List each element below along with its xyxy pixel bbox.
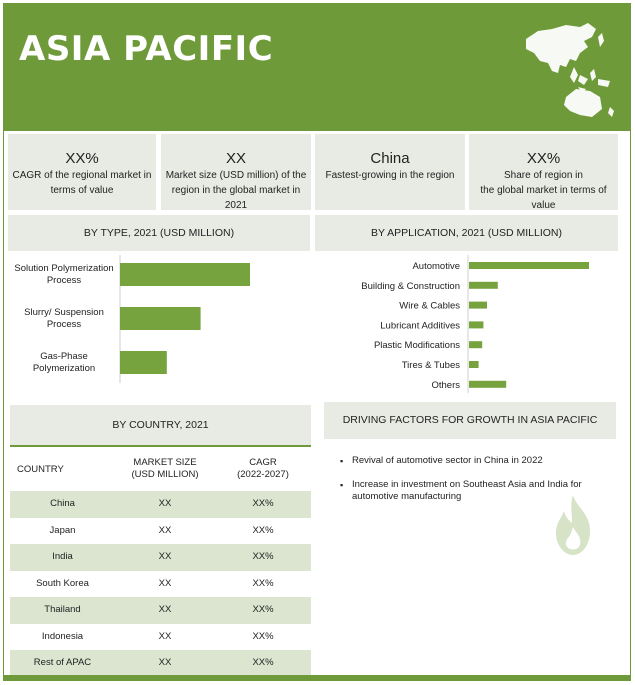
cell-market-size: XX	[158, 577, 172, 589]
cell-cagr: XX%	[252, 657, 274, 668]
bar-0	[120, 263, 250, 286]
metrics-row	[8, 134, 618, 210]
bar-0	[469, 262, 589, 269]
flame-icon	[546, 493, 600, 557]
table-row	[10, 571, 311, 598]
driving-factors-heading: DRIVING FACTORS FOR GROWTH IN ASIA PACIFIC	[324, 402, 616, 439]
col-header-market-size	[120, 457, 210, 481]
category-label: Tires & Tubes	[401, 360, 460, 371]
metric-desc-line: CAGR of the regional market in	[12, 170, 152, 181]
category-label: Solution Polymerization Process	[14, 263, 114, 286]
cell-market-size: XX	[158, 524, 172, 536]
metric-share	[469, 134, 618, 210]
table-row	[10, 597, 311, 624]
by-country-heading: BY COUNTRY, 2021	[10, 405, 311, 445]
list-item: ▪ Increase in investment on Southeast Asia and India for automotive manufacturing	[340, 479, 610, 503]
bar-5	[469, 361, 479, 368]
metric-desc-line: Market size (USD million) of the	[165, 170, 307, 181]
category-label: Wire & Cables	[399, 300, 460, 312]
metric-desc-line: Fastest-growing in the region	[325, 170, 455, 181]
cell-cagr: XX%	[252, 604, 274, 615]
cell-market-size: XX	[158, 630, 172, 642]
cell-cagr: XX%	[252, 551, 274, 562]
cell-country: Thailand	[44, 604, 81, 615]
cell-cagr: XX%	[252, 524, 274, 536]
page-title: ASIA PACIFIC	[19, 29, 274, 69]
list-item: ▪ Revival of automotive sector in China in 2022	[340, 455, 610, 467]
cell-cagr: XX%	[252, 498, 274, 509]
metric-desc-line: value	[531, 200, 556, 211]
cell-country: Japan	[49, 524, 76, 536]
table-row	[10, 624, 311, 651]
col-header-cagr	[215, 457, 311, 481]
cell-market-size: XX	[158, 551, 172, 562]
bar-1	[469, 282, 498, 289]
category-label: Gas-Phase Polymerization	[32, 351, 96, 374]
bar-3	[469, 321, 483, 328]
col-header-line: (USD MILLION)	[131, 469, 199, 480]
metric-value: China	[370, 150, 410, 167]
cell-market-size: XX	[158, 498, 172, 509]
metric-desc-line: Share of region in	[504, 170, 583, 181]
header-banner	[3, 3, 631, 131]
table-row	[10, 650, 311, 677]
category-label: Slurry/ Suspension Process	[24, 307, 104, 330]
cell-country: China	[50, 498, 75, 509]
by-application-chart	[315, 255, 618, 395]
cell-cagr: XX%	[252, 577, 274, 589]
cell-market-size: XX	[158, 604, 172, 615]
metric-value: XX%	[65, 150, 99, 167]
cell-cagr: XX%	[252, 630, 274, 642]
table-row	[10, 518, 311, 545]
metric-market-size	[161, 134, 311, 210]
bottom-accent-bar	[3, 675, 631, 681]
category-label: Plastic Modifications	[373, 340, 460, 352]
bar-6	[469, 381, 506, 388]
bar-2	[469, 302, 487, 309]
table-row	[10, 544, 311, 571]
col-header-country: COUNTRY	[17, 464, 64, 475]
by-type-chart	[8, 255, 310, 387]
cell-country: India	[52, 551, 73, 562]
cell-country: Indonesia	[41, 630, 84, 642]
cell-country: South Korea	[36, 577, 89, 589]
category-label: Others	[431, 379, 460, 391]
table-body	[10, 491, 311, 677]
country-table	[10, 445, 311, 677]
category-label: Lubricant Additives	[380, 320, 460, 332]
table-header	[10, 447, 311, 491]
metric-desc-line: the global market in terms of	[480, 185, 607, 196]
table-row	[10, 491, 311, 518]
metric-value: XX%	[526, 150, 561, 167]
by-type-heading: BY TYPE, 2021 (USD MILLION)	[8, 215, 310, 251]
category-label: Automotive	[412, 261, 460, 272]
cell-market-size: XX	[158, 657, 172, 668]
bar-4	[469, 341, 482, 348]
col-header-line: MARKET SIZE	[133, 457, 197, 468]
metric-desc-line: 2021	[224, 200, 248, 211]
bar-2	[120, 351, 167, 374]
metric-desc-line: terms of value	[50, 185, 114, 196]
metric-desc-line: region in the global market in	[171, 185, 301, 196]
metric-cagr	[8, 134, 156, 210]
asia-pacific-map-icon	[518, 17, 623, 122]
bar-1	[120, 307, 201, 330]
category-label: Building & Construction	[361, 280, 460, 292]
by-application-heading: BY APPLICATION, 2021 (USD MILLION)	[315, 215, 618, 251]
metric-value: XX	[225, 150, 246, 167]
metric-fastest-growing	[315, 134, 465, 210]
cell-country: Rest of APAC	[33, 657, 92, 668]
col-header-line: (2022-2027)	[237, 469, 289, 480]
col-header-line: CAGR	[249, 457, 277, 468]
